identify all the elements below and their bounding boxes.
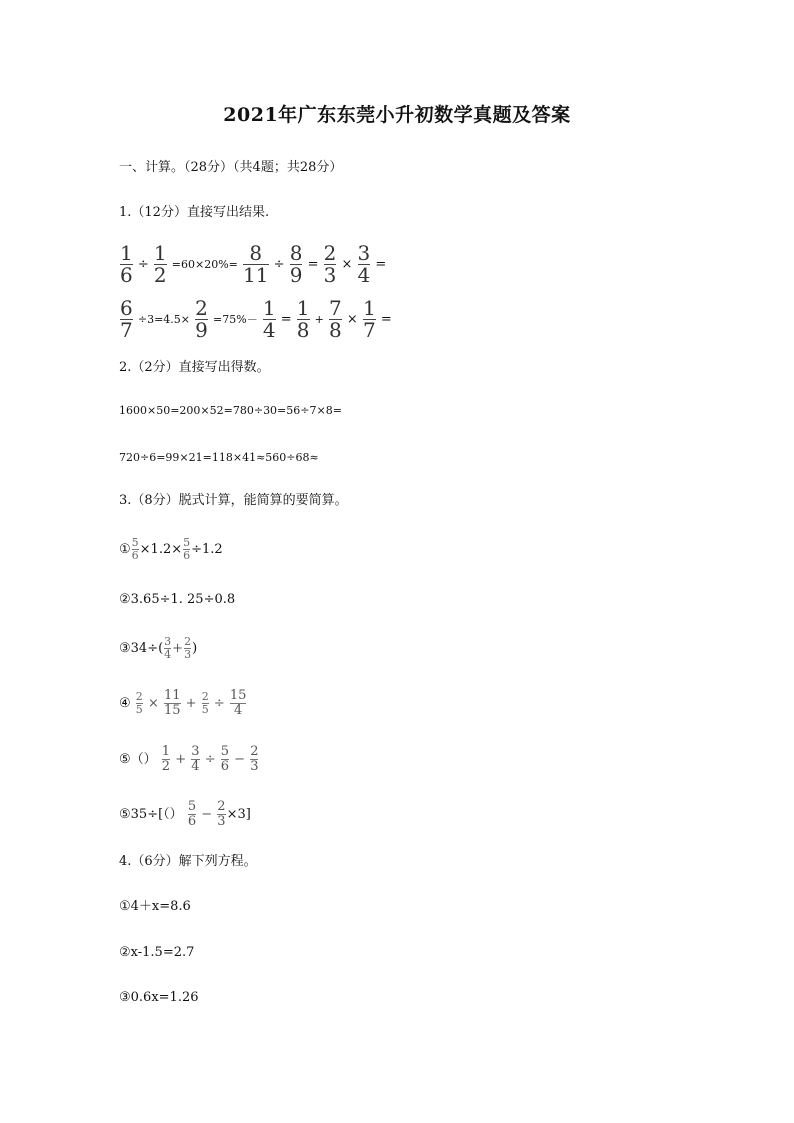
q3-expression-5: ⑤（） $\frac{1}{2}$ + $\frac{3}{4}$ ÷ $\frac{5}{6}$ − $\frac{2}{3}$ xyxy=(119,744,259,774)
q3-expression-6: ⑤35÷[（） $\frac{5}{6}$ − $\frac{2}{3}$ ×3] xyxy=(119,799,251,829)
fraction: $\frac{2}{3}$ xyxy=(323,241,337,287)
fraction: $\frac{1}{2}$ xyxy=(161,744,171,774)
question-3-heading: 3.（8分）脱式计算，能简算的要简算。 xyxy=(119,493,348,508)
q1-row-2: $\frac{6}{7}$ ÷3=4.5× $\frac{2}{9}$ =75%－ $\frac{1}{4}$ = $\frac{1}{8}$ + $\frac{7}{8}$ × $\frac{1}{7}$ = xyxy=(120,296,392,342)
fraction: $\frac{5}{6}$ xyxy=(183,536,191,562)
fraction: $\frac{15}{4}$ xyxy=(229,688,247,718)
fraction: $\frac{6}{7}$ xyxy=(120,296,133,342)
fraction: $\frac{5}{6}$ xyxy=(187,799,197,829)
fraction: $\frac{2}{9}$ xyxy=(195,296,208,342)
question-4-heading: 4.（6分）解下列方程。 xyxy=(119,854,257,869)
q3-expression-1: ① $\frac{5}{6}$ ×1.2× $\frac{5}{6}$ ÷1.2 xyxy=(119,536,223,562)
fraction: $\frac{5}{6}$ xyxy=(131,536,139,562)
fraction: $\frac{8}{11}$ xyxy=(243,241,269,287)
section-heading: 一、计算。（28分）（共4题；共28分） xyxy=(119,160,343,175)
fraction: $\frac{8}{9}$ xyxy=(289,241,303,287)
q4-equation-2: ②x-1.5=2.7 xyxy=(119,945,195,960)
q2-line-2: 720÷6=99×21=118×41≈560÷68≈ xyxy=(119,451,319,464)
fraction: $\frac{7}{8}$ xyxy=(329,296,342,342)
fraction: $\frac{2}{5}$ xyxy=(135,690,143,716)
fraction: $\frac{2}{3}$ xyxy=(217,799,226,829)
q3-expression-4: ④ $\frac{2}{5}$ × $\frac{11}{15}$ + $\frac{2}{5}$ ÷ $\frac{15}{4}$ xyxy=(119,688,247,718)
fraction: $\frac{3}{4}$ xyxy=(164,635,172,661)
q4-equation-1: ①4＋x=8.6 xyxy=(119,899,191,914)
question-2-heading: 2.（2分）直接写出得数。 xyxy=(119,360,270,375)
fraction: $\frac{1}{8}$ xyxy=(296,296,310,342)
fraction: $\frac{1}{7}$ xyxy=(362,296,376,342)
q3-expression-2: ②3.65÷1. 25÷0.8 xyxy=(119,592,236,607)
q1-row-1: $\frac{1}{6}$ ÷ $\frac{1}{2}$ =60×20%= $\frac{8}{11}$ ÷ $\frac{8}{9}$ = $\frac{2}{3}$ × $\frac{3}{4}$ = xyxy=(120,241,387,287)
question-1-heading: 1.（12分）直接写出结果. xyxy=(119,205,270,220)
fraction: $\frac{2}{3}$ xyxy=(184,635,192,661)
fraction: $\frac{1}{4}$ xyxy=(262,296,276,342)
fraction: $\frac{11}{15}$ xyxy=(163,688,181,718)
q2-line-1: 1600×50=200×52=780÷30=56÷7×8= xyxy=(119,404,342,417)
q4-equation-3: ③0.6x=1.26 xyxy=(119,990,199,1005)
fraction: $\frac{1}{6}$ xyxy=(120,241,133,287)
q3-expression-3: ③34÷( $\frac{3}{4}$ + $\frac{2}{3}$ ) xyxy=(119,635,198,661)
fraction: $\frac{5}{6}$ xyxy=(220,744,230,774)
fraction: $\frac{1}{2}$ xyxy=(153,241,167,287)
fraction: $\frac{3}{4}$ xyxy=(191,744,200,774)
fraction: $\frac{3}{4}$ xyxy=(357,241,371,287)
fraction: $\frac{2}{5}$ xyxy=(201,690,209,716)
fraction: $\frac{2}{3}$ xyxy=(250,744,259,774)
page-title: 2021年广东东莞小升初数学真题及答案 xyxy=(223,104,571,126)
